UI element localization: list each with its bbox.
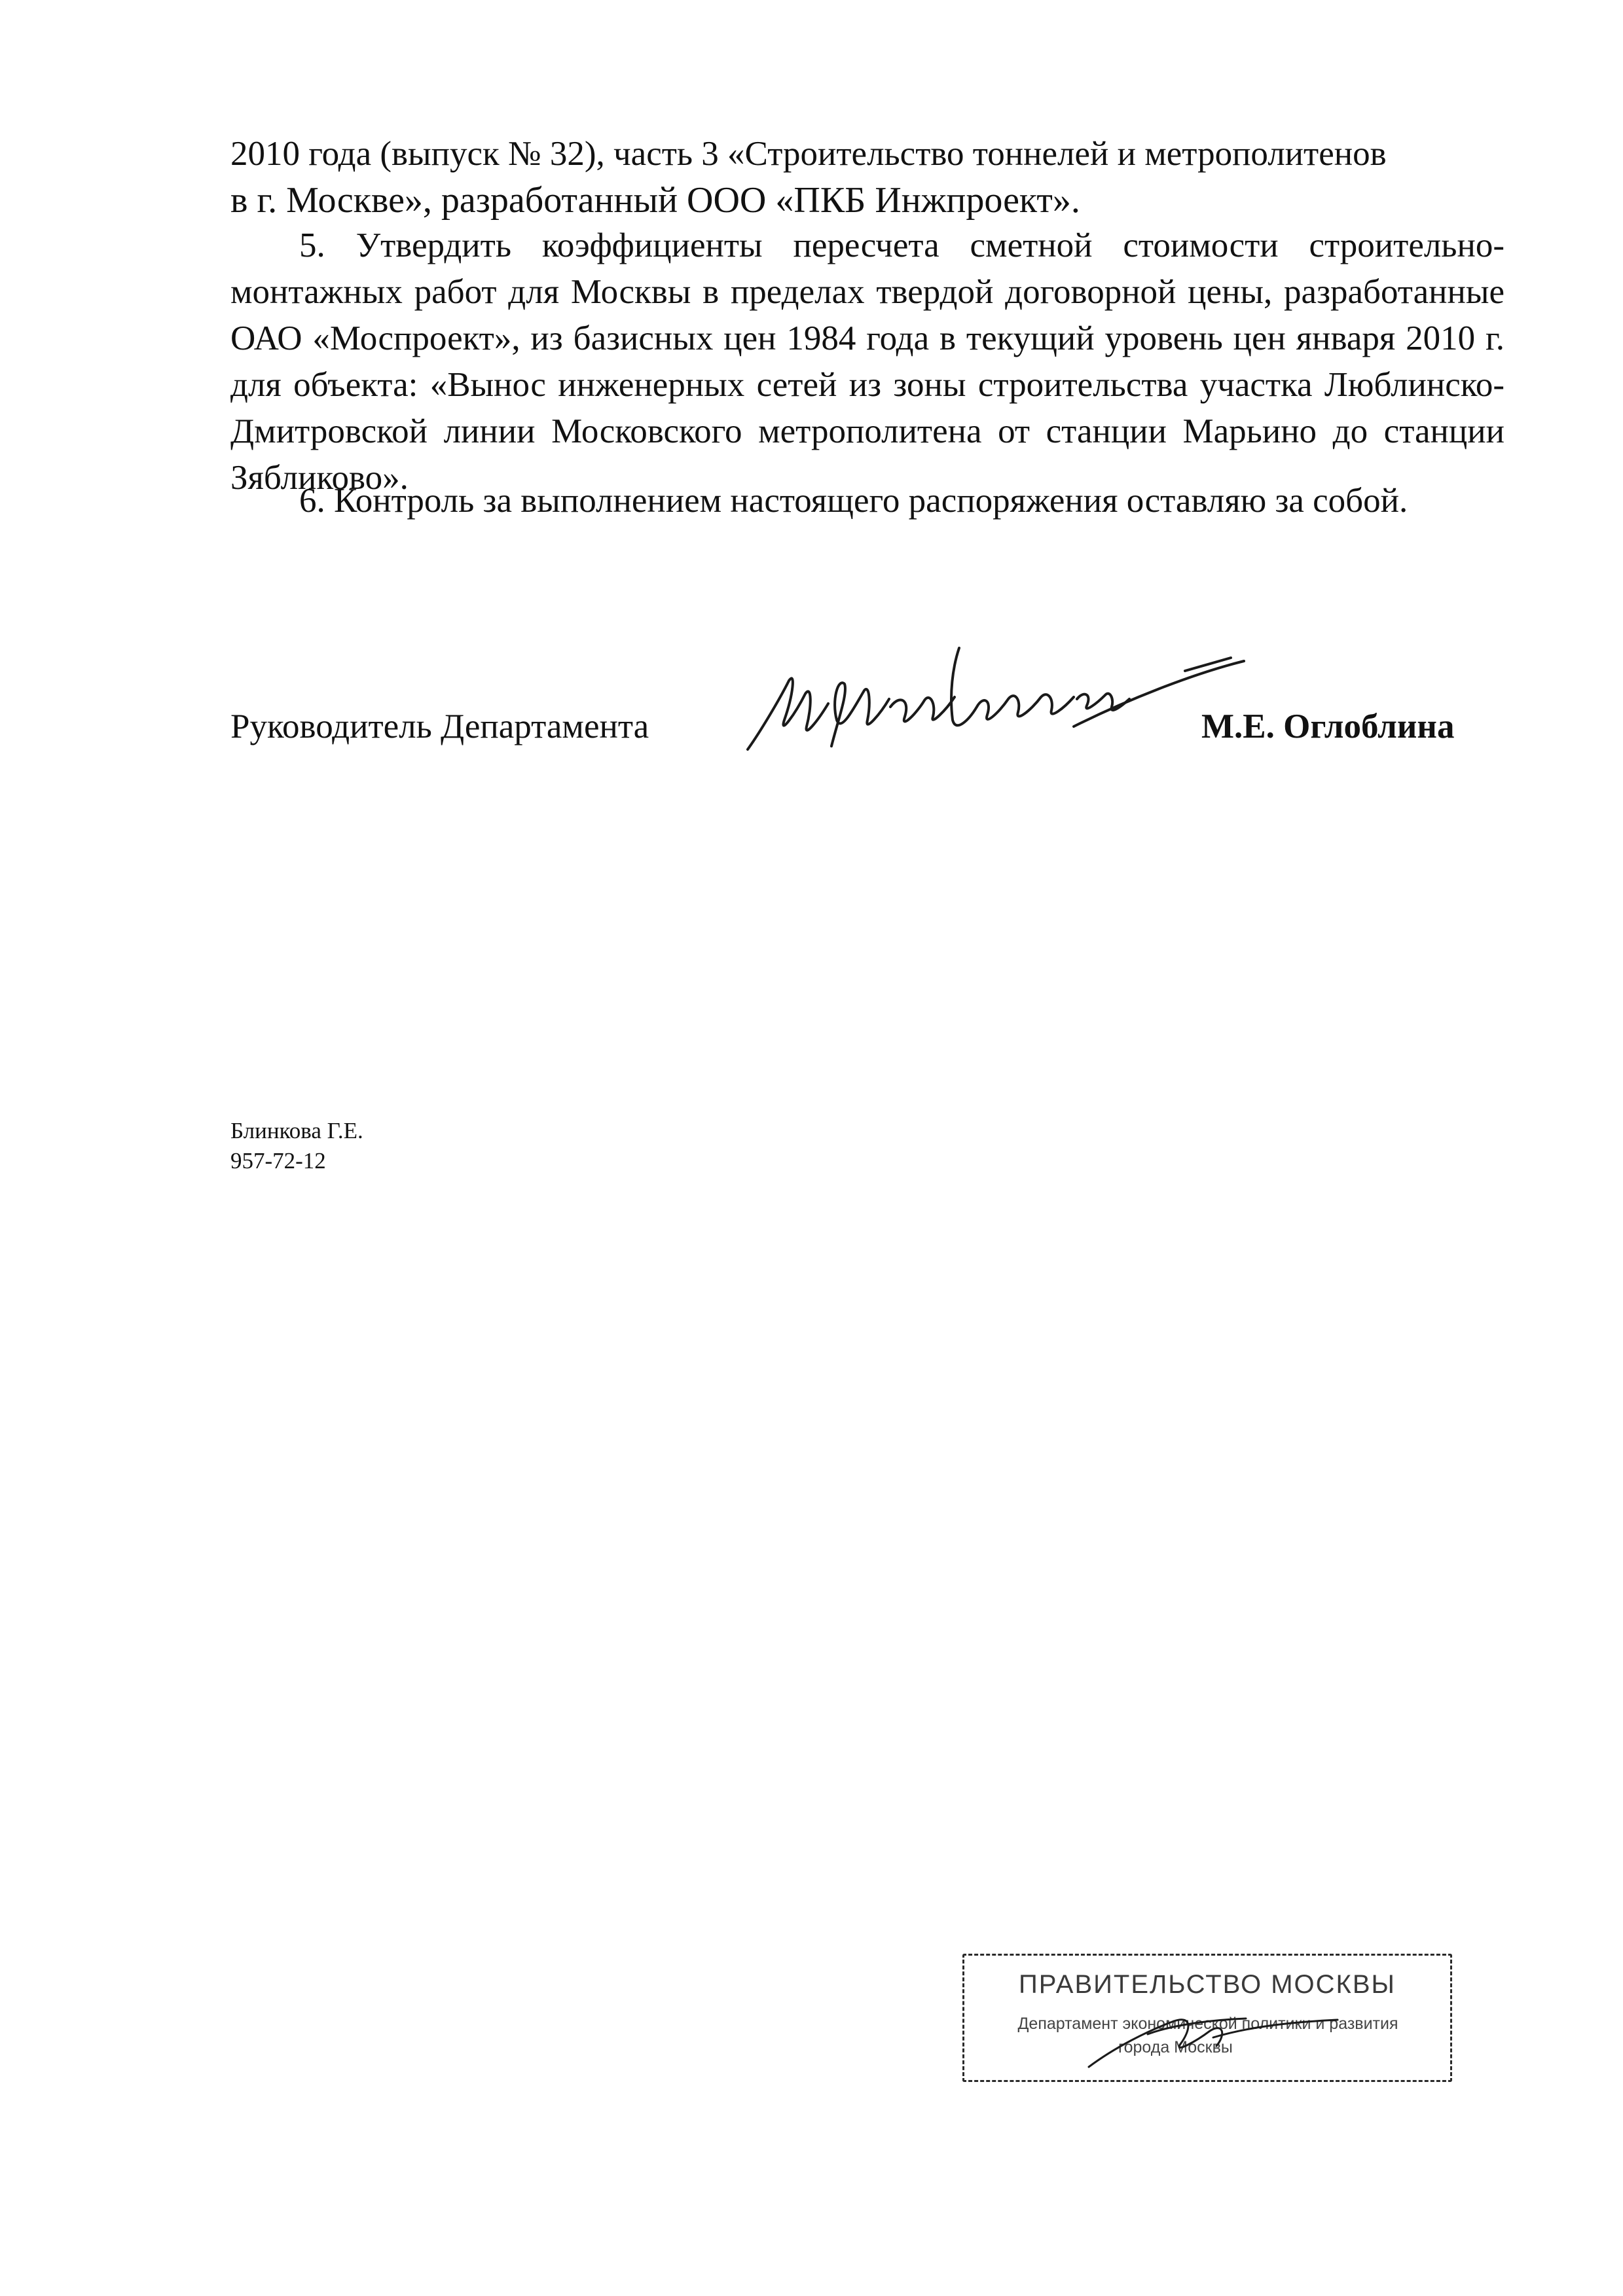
stamp-signature <box>1076 1995 1351 2073</box>
intro-line-1: 2010 года (выпуск № 32), часть 3 «Строительство тоннелей и метрополитенов <box>230 135 1387 173</box>
item-5-paragraph: 5. Утвердить коэффициенты пересчета сметной стоимости строительно-монтажных работ для Москвы в пределах твердой договорной цены, разработанные ОАО «Моспроект», из базисных цен 1984 года в текущий уровень цен января 2010 г. для объекта: «Вынос инженерных сетей из зоны строительства участка Люблинско-Дмитровской линии Московского метрополитена от станции Марьино до станции Зябликово». <box>230 226 1504 497</box>
signer-name: М.Е. Оглоблина <box>1201 708 1455 745</box>
stamp-title: ПРАВИТЕЛЬСТВО МОСКВЫ <box>1019 1970 1396 1999</box>
executor-phone: 957-72-12 <box>230 1148 326 1174</box>
intro-line-2: в г. Москве», разработанный ООО «ПКБ Инжпроект». <box>230 180 1080 221</box>
item-6-paragraph: 6. Контроль за выполнением настоящего распоряжения оставляю за собой. <box>299 482 1408 520</box>
handwritten-signature <box>733 622 1257 766</box>
executor-name: Блинкова Г.Е. <box>230 1118 363 1143</box>
stamp-city-line: города Москвы <box>1118 2038 1233 2056</box>
intro-paragraph <box>230 131 1504 224</box>
stamp-department-line: Департамент экономической политики и развития <box>1017 2015 1398 2033</box>
executor-info <box>230 1116 363 1176</box>
official-stamp <box>962 1954 1452 2082</box>
signer-position: Руководитель Департамента <box>230 708 649 745</box>
